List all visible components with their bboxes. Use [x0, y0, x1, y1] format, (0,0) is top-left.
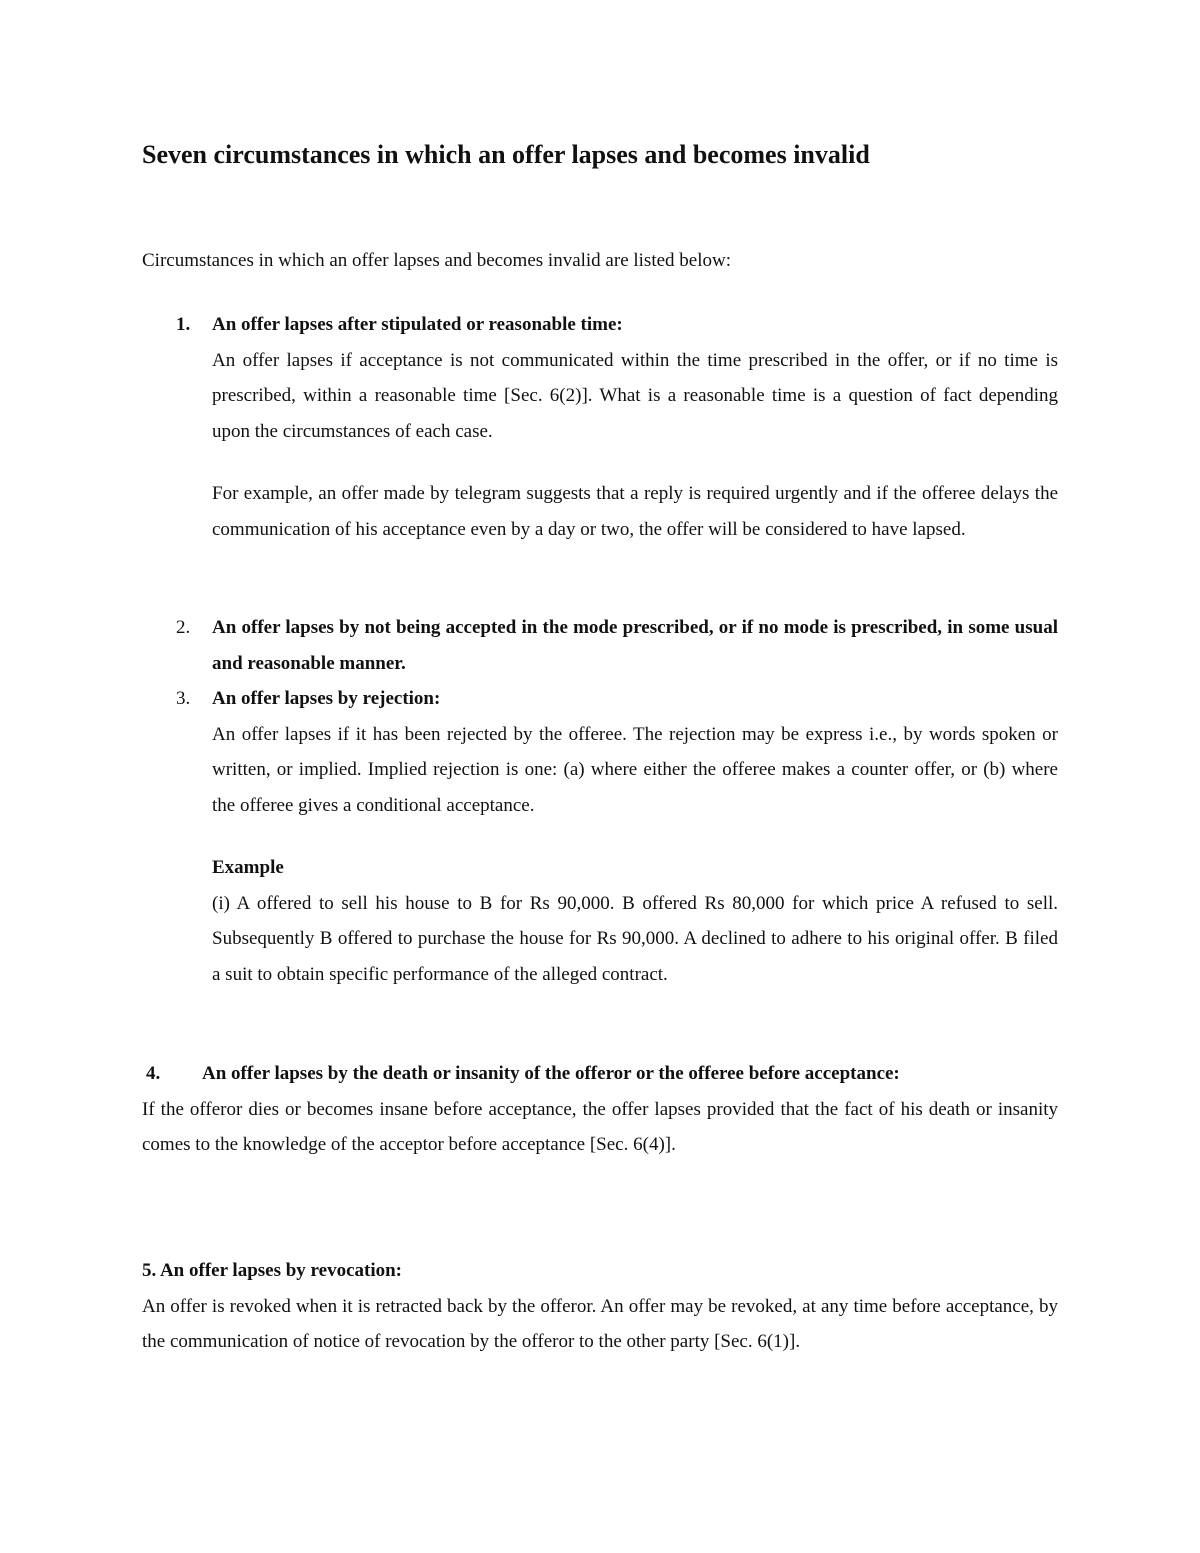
item-1-paragraph-2: For example, an offer made by telegram suggests that a reply is required urgently and if the offeree delays the communication of his acceptance even by a day or two, the offer will be considered to have lapsed. [212, 483, 1058, 540]
item-2-heading-text: An offer lapses by not being accepted in the mode prescribed, or if no mode is prescribed, in some usual and reasonable manner. [212, 617, 1058, 674]
item-4-body: If the offeror dies or becomes insane before acceptance, the offer lapses provided that the fact of his death or insanity comes to the knowledge of the acceptor before acceptance [Sec. 6(4)]. [142, 1098, 1058, 1155]
item-1-heading [142, 307, 1058, 343]
item-3-paragraph-1: An offer lapses if it has been rejected by the offeree. The rejection may be express i.e., by words spoken or written, or implied. Implied rejection is one: (a) where either the offeree makes a counter offer, or (b) where the offeree gives a conditional acceptance. [212, 723, 1058, 816]
item-2-heading [142, 610, 1058, 681]
example-text: (i) A offered to sell his house to B for Rs 90,000. B offered Rs 80,000 for which price A refused to sell. Subsequently B offered to purchase the house for Rs 90,000. A declined to adhere to his original offer. B filed a suit to obtain specific performance of the alleged contract. [212, 892, 1058, 985]
item-5-heading [142, 1253, 1058, 1289]
item-3-number: 3. [176, 688, 191, 709]
item-5-number: 5. [142, 1260, 157, 1281]
item-3 [142, 681, 1058, 992]
page-title: Seven circumstances in which an offer lapses and becomes invalid [142, 140, 870, 169]
item-1-heading-text: An offer lapses after stipulated or reasonable time: [212, 314, 623, 335]
item-1-paragraph-1: An offer lapses if acceptance is not communicated within the time prescribed in the offer, or if no time is prescribed, within a reasonable time [Sec. 6(2)]. What is a reasonable time is a question of fact depending upon the circumstances of each case. [212, 349, 1058, 442]
item-3-heading [142, 681, 1058, 717]
item-1 [142, 307, 1058, 547]
item-4-number: 4. [146, 1063, 161, 1084]
item-5-heading-text: An offer lapses by revocation: [159, 1260, 403, 1281]
item-4 [142, 1056, 1058, 1163]
item-5-body: An offer is revoked when it is retracted back by the offeror. An offer may be revoked, at any time before acceptance, by the communication of notice of revocation by the offeror to the other party [Sec. 6(1)]. [142, 1295, 1058, 1352]
item-2-number: 2. [176, 617, 191, 638]
example-heading: Example [212, 857, 284, 878]
item-4-heading [142, 1056, 1058, 1092]
item-4-heading-text: An offer lapses by the death or insanity of the offeror or the offeree before acceptance: [202, 1063, 900, 1084]
item-3-heading-text: An offer lapses by rejection: [212, 688, 441, 709]
intro-text: Circumstances in which an offer lapses and becomes invalid are listed below: [142, 250, 731, 271]
item-1-number: 1. [176, 314, 191, 335]
item-2 [142, 610, 1058, 681]
item-5 [142, 1253, 1058, 1360]
